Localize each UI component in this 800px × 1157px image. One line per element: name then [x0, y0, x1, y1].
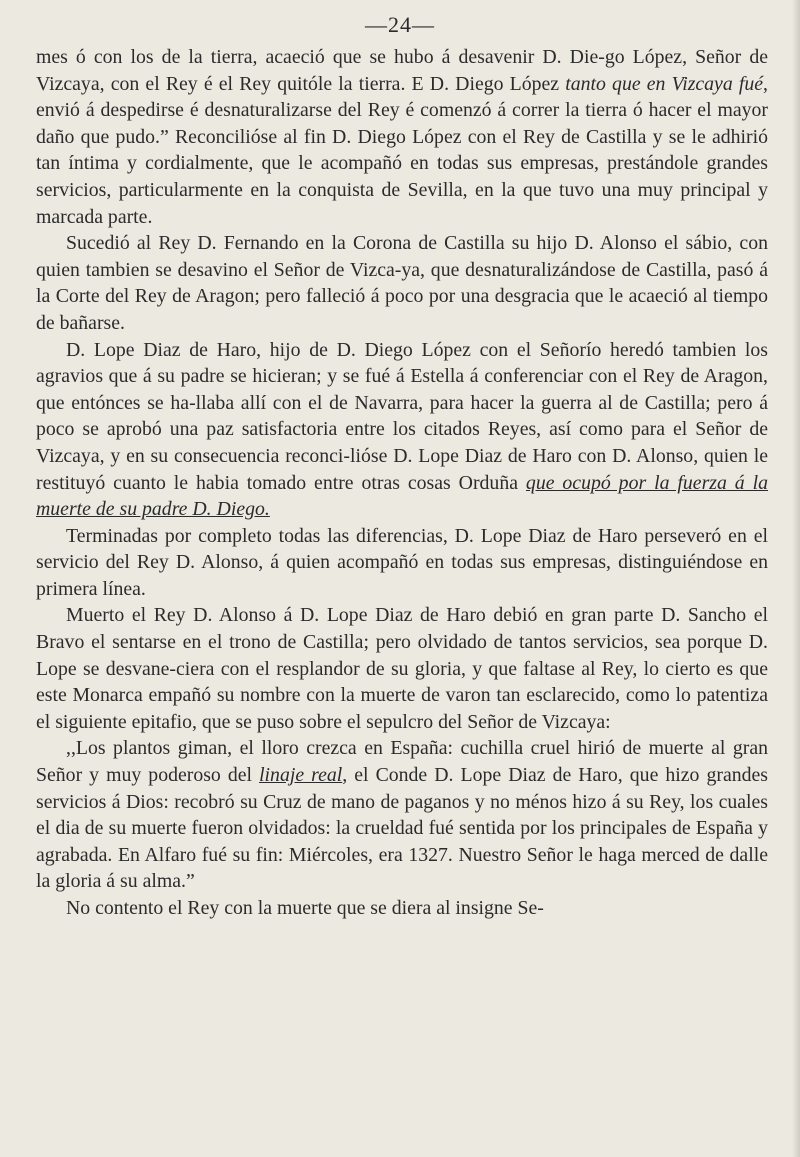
underlined-italic-text: linaje real [259, 764, 343, 787]
text-run: , envió á despedirse é desnaturalizarse del Rey é comenzó á correr la tierra ó hacer el mayor daño que pudo.” Reconcilióse al fin D. Diego López con el Rey de Castilla y se le adhirió tan íntima y cordialmente, que le acompañó en todas sus empresas, prestándole grandes servicios, particularmente en la conquista de Sevilla, en la que tuvo una muy principal y marcada parte. [36, 72, 768, 228]
italic-text: tanto que en Vizcaya fué [565, 72, 764, 95]
paragraph [36, 523, 768, 603]
paragraph [36, 44, 768, 230]
page-number: —24— [365, 12, 435, 37]
page-body [36, 44, 768, 922]
paragraph [36, 230, 768, 336]
text-run: No contento el Rey con la muerte que se diera al insigne Se- [66, 897, 544, 919]
page-edge-shadow [792, 0, 800, 1157]
text-run: Muerto el Rey D. Alonso á D. Lope Diaz de Haro debió en gran parte D. Sancho el Bravo el sentarse en el trono de Castilla; pero olvidado de tantos servicios, sea porque D. Lope se desvane-ciera con el resplandor de su gloria, y que faltase al Rey, lo cierto es que este Monarca empañó su nombre con la muerte de varon tan esclarecido, como lo patentiza el siguiente epitafio, que se puso sobre el sepulcro del Señor de Vizcaya: [36, 604, 768, 733]
paragraph [36, 735, 768, 895]
text-run: Sucedió al Rey D. Fernando en la Corona de Castilla su hijo D. Alonso el sábio, con quien tambien se desavino el Señor de Vizca-ya, que desnaturalizándose de Castilla, pasó á la Corte del Rey de Aragon; pero falleció á poco por una desgracia que le acaeció al tiempo de bañarse. [36, 232, 768, 334]
paragraph [36, 895, 768, 922]
text-run: Terminadas por completo todas las diferencias, D. Lope Diaz de Haro perseveró en el servicio del Rey D. Alonso, á quien acompañó en todas sus empresas, distinguiéndose en primera línea. [36, 524, 768, 600]
text-run: D. Lope Diaz de Haro, hijo de D. Diego López con el Señorío heredó tambien los agravios que á su padre se hicieran; y se fué á Estella á conferenciar con el Rey de Aragon, que entónces se ha-llaba allí con el de Navarra, para hacer la guerra al de Castilla; pero á poco se aprobó una paz satisfactoria entre los citados Reyes, así como para el Señor de Vizcaya, y en su consecuencia reconci-lióse D. Lope Diaz de Haro con D. Alonso, quien le restituyó cuanto le habia tomado entre otras cosas Orduña [36, 338, 768, 494]
paragraph [36, 337, 768, 523]
underlined-italic-text: que ocupó por la fuerza á la muerte de su padre D. Diego. [36, 471, 768, 521]
paragraph [36, 602, 768, 735]
text-run: mes ó con los de la tierra, acaeció que se hubo á desavenir D. Die-go López, Señor de Vizcaya, con el Rey é el Rey quitóle la tierra. E D. Diego López [36, 46, 768, 95]
text-run: , el Conde D. Lope Diaz de Haro, que hizo grandes servicios á Dios: recobró su Cruz de mano de paganos y no ménos hizo á su Rey, los cuales el dia de su muerte fueron olvidados: la crueldad fué sentida por los principales de España y agrabada. En Alfaro fué su fin: Miércoles, era 1327. Nuestro Señor le haga merced de dalle la gloria á su alma.” [36, 764, 768, 893]
text-run: ,,Los plantos giman, el lloro crezca en España: cuchilla cruel hirió de muerte al gran Señor y muy poderoso del [36, 737, 768, 787]
